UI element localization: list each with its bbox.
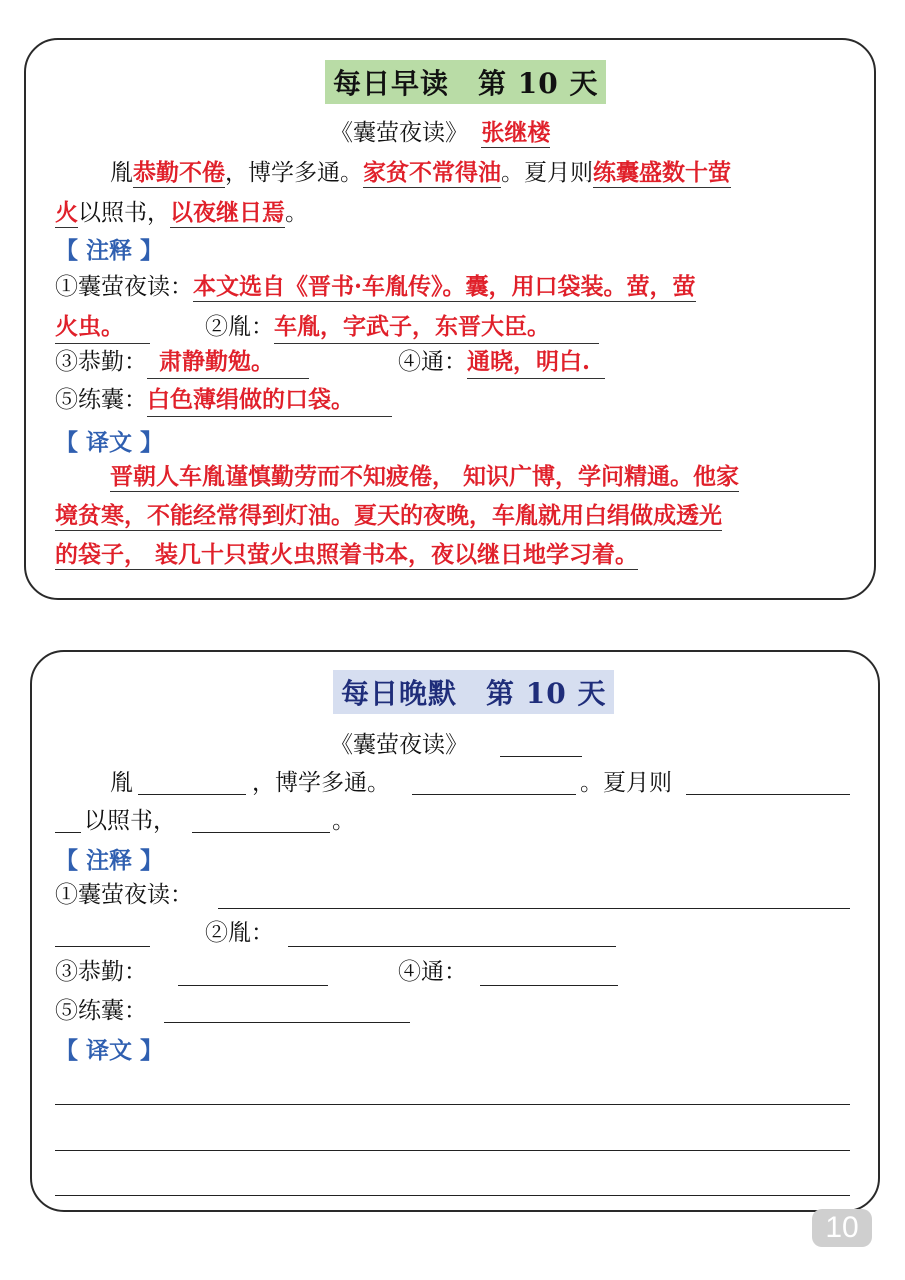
note-5-blank[interactable] bbox=[164, 1022, 410, 1023]
note-2-blank[interactable] bbox=[288, 946, 616, 947]
text-segment: 以照书， bbox=[78, 200, 170, 226]
text-segment: 。夏月则 bbox=[501, 160, 593, 186]
note-4-blank[interactable] bbox=[480, 985, 618, 986]
text-segment: ，博学多通。 bbox=[225, 160, 363, 186]
author-blank[interactable] bbox=[500, 756, 582, 757]
evening-poem-header bbox=[330, 730, 468, 760]
morning-translation-heading: 【 译文 】 bbox=[55, 429, 164, 456]
note-3-label: ③恭勤： bbox=[55, 959, 147, 985]
note-3 bbox=[55, 347, 309, 379]
morning-poem-header bbox=[330, 118, 550, 148]
book-title: 《囊萤夜读》 bbox=[330, 732, 468, 758]
translation-line-2 bbox=[55, 501, 722, 531]
note-label: ③恭勤： bbox=[55, 349, 147, 375]
note-label: ⑤练囊： bbox=[55, 387, 147, 413]
note-label: ①囊萤夜读： bbox=[55, 274, 193, 300]
fill-blank[interactable] bbox=[192, 832, 330, 833]
note-1-label: ①囊萤夜读： bbox=[55, 882, 193, 908]
text-segment: 胤 bbox=[110, 160, 133, 186]
translation-blank-line[interactable] bbox=[55, 1150, 850, 1151]
note-4 bbox=[398, 347, 605, 379]
answer-segment: 恭勤不倦 bbox=[133, 159, 225, 186]
note-answer: 白色薄绢做的口袋。 bbox=[147, 385, 392, 417]
answer-segment: 以夜继日焉 bbox=[170, 199, 285, 226]
translation-line-1 bbox=[110, 462, 739, 492]
translation-blank-line[interactable] bbox=[55, 1104, 850, 1105]
text-segment: ，博学多通。 bbox=[252, 770, 390, 796]
note-label: ④通： bbox=[398, 349, 467, 375]
book-title: 《囊萤夜读》 bbox=[330, 120, 468, 146]
note-answer: 本文选自《晋书·车胤传》。囊，用口袋装。萤，萤 bbox=[193, 273, 696, 300]
text-segment: 。 bbox=[332, 808, 355, 834]
translation-text: 境贫寒，不能经常得到灯油。夏天的夜晚，车胤就用白绢做成透光 bbox=[55, 502, 722, 529]
note-3-blank[interactable] bbox=[178, 985, 328, 986]
answer-segment: 家贫不常得油 bbox=[363, 159, 501, 186]
note-2 bbox=[205, 312, 599, 344]
fill-blank[interactable] bbox=[138, 794, 246, 795]
evening-notes-heading: 【 注释 】 bbox=[55, 847, 164, 874]
answer-segment: 练囊盛数十萤 bbox=[593, 159, 731, 186]
text-segment: 。 bbox=[285, 200, 308, 226]
fill-blank[interactable] bbox=[55, 832, 81, 833]
note-1 bbox=[55, 272, 696, 302]
author-answer: 张继楼 bbox=[481, 119, 551, 146]
text-segment: 以照书， bbox=[84, 808, 176, 834]
evening-title: 每日晚默 第 10 天 bbox=[333, 670, 614, 714]
translation-blank-line[interactable] bbox=[55, 1195, 850, 1196]
translation-line-3 bbox=[55, 540, 638, 570]
note-1-blank-cont[interactable] bbox=[55, 946, 150, 947]
note-2-label: ②胤： bbox=[205, 920, 274, 946]
fill-blank[interactable] bbox=[412, 794, 576, 795]
note-label: ②胤： bbox=[205, 314, 274, 340]
answer-segment: 火 bbox=[55, 199, 78, 226]
text-segment: 。夏月则 bbox=[580, 770, 672, 796]
note-1-cont bbox=[55, 312, 150, 344]
page-number-badge: 10 bbox=[812, 1209, 872, 1247]
note-1-blank[interactable] bbox=[218, 908, 850, 909]
note-4-label: ④通： bbox=[398, 959, 467, 985]
evening-text-line-1 bbox=[110, 768, 133, 798]
note-5 bbox=[55, 385, 392, 417]
note-5-label: ⑤练囊： bbox=[55, 998, 147, 1024]
note-answer: 肃静勤勉。 bbox=[147, 347, 309, 379]
translation-text: 的袋子， 装几十只萤火虫照着书本，夜以继日地学习着。 bbox=[55, 541, 639, 568]
translation-text: 晋朝人车胤谨慎勤劳而不知疲倦， 知识广博，学问精通。他家 bbox=[110, 463, 740, 490]
fill-blank[interactable] bbox=[686, 794, 850, 795]
text-segment: 胤 bbox=[110, 770, 133, 796]
note-answer: 车胤，字武子，东晋大臣。 bbox=[274, 312, 599, 344]
note-answer: 火虫。 bbox=[55, 312, 150, 344]
morning-notes-heading: 【 注释 】 bbox=[55, 237, 164, 264]
morning-title: 每日早读 第 10 天 bbox=[325, 60, 606, 104]
morning-text-line-2 bbox=[55, 198, 308, 228]
note-answer: 通晓，明白. bbox=[467, 347, 605, 379]
evening-translation-heading: 【 译文 】 bbox=[55, 1037, 164, 1064]
morning-text-line-1 bbox=[110, 158, 731, 188]
